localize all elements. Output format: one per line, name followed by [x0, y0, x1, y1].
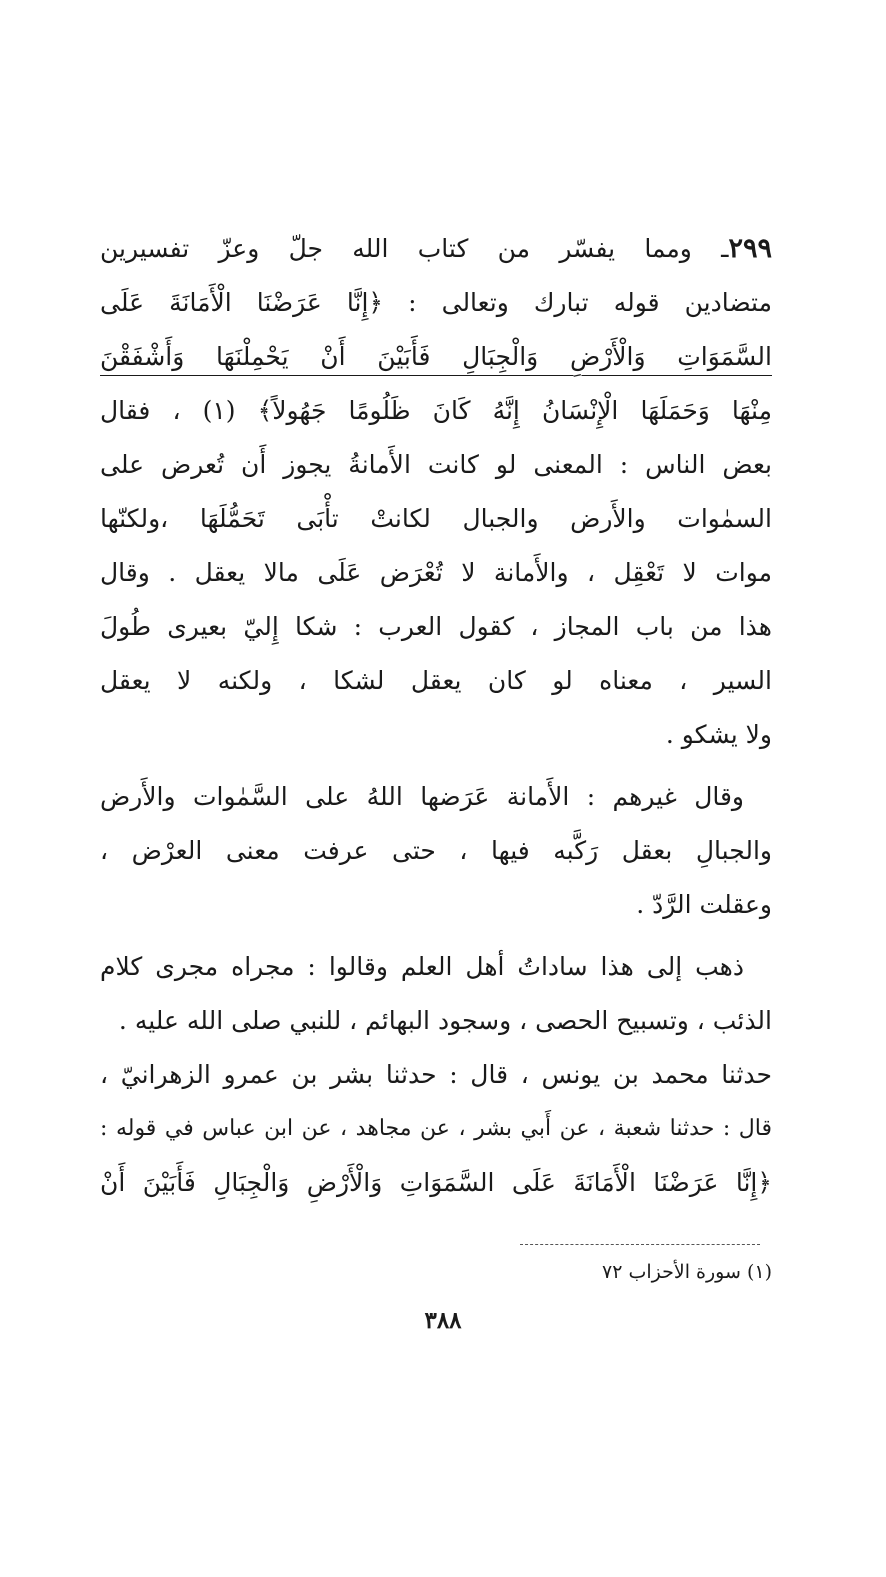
line-text: حدثنا محمد بن يونس ، قال : حدثنا بشر بن عمرو الزهرانيّ ،	[100, 1060, 772, 1089]
paragraph-gap	[100, 932, 772, 940]
text-line	[100, 1048, 772, 1102]
line-text: ـ ومما يفسّر من كتاب الله جلّ وعزّ تفسيرين	[100, 234, 729, 263]
line-text: السير ، معناه لو كان يعقل لشكا ، ولكنه لا يعقل	[100, 666, 772, 695]
footnote-separator	[520, 1244, 760, 1245]
line-text: ولا يشكو .	[665, 720, 772, 749]
text-line	[100, 492, 772, 546]
text-line	[100, 654, 772, 708]
line-text: متضادين قوله تبارك وتعالى : ﴿إِنَّا عَرَضْنَا الْأَمَانَةَ عَلَى	[100, 288, 772, 317]
line-text: هذا من باب المجاز ، كقول العرب : شكا إِليّ بعيرى طُولَ	[100, 612, 772, 641]
line-text: بعض الناس : المعنى لو كانت الأَمانةُ يجوز أَن تُعرض على	[100, 450, 772, 479]
line-text: وقال غيرهم : الأَمانة عَرَضها اللهُ على السَّمٰوات والأَرض	[100, 782, 744, 811]
line-text: قال : حدثنا شعبة ، عن أَبي بشر ، عن مجاهد ، عن ابن عباس في قوله :	[100, 1116, 772, 1141]
text-line	[100, 1156, 772, 1210]
text-line	[100, 770, 772, 824]
paragraph-number: ٢٩٩	[728, 233, 772, 264]
paragraph-gap	[100, 762, 772, 770]
text-line	[100, 384, 772, 438]
text-line	[100, 994, 772, 1048]
text-line	[100, 878, 772, 932]
line-text: ﴿إِنَّا عَرَضْنَا الْأَمَانَةَ عَلَى السَّمَوَاتِ وَالْأَرْضِ وَالْجِبَالِ فَأَبَيْنَ أَنْ	[100, 1168, 772, 1197]
text-line	[100, 940, 772, 994]
text-line	[100, 1102, 772, 1156]
text-line	[100, 438, 772, 492]
text-line	[100, 824, 772, 878]
page-number: ٣٨٨	[424, 1307, 462, 1334]
quran-verse-line	[100, 330, 772, 384]
text-line	[100, 546, 772, 600]
text-line	[100, 600, 772, 654]
footnote: (١) سورة الأحزاب ٧٢	[602, 1261, 772, 1283]
text-line	[100, 276, 772, 330]
line-text: والجبالِ بعقل رَكَّبه فيها ، حتى عرفت معنى العرْض ،	[100, 836, 772, 865]
text-line	[100, 222, 772, 276]
main-text	[100, 222, 772, 1210]
line-text: مِنْهَا وَحَمَلَهَا الْإِنْسَانُ إِنَّهُ كَانَ ظَلُومًا جَهُولاً﴾ (١) ، فقال	[100, 396, 772, 425]
line-text: الذئب ، وتسبيح الحصى ، وسجود البهائم ، للنبي صلى الله عليه .	[118, 1006, 772, 1035]
line-text: السَّمَوَاتِ وَالْأَرْضِ وَالْجِبَالِ فَأَبَيْنَ أَنْ يَحْمِلْنَهَا وَأَشْفَقْنَ	[100, 342, 772, 371]
line-text: السمٰوات والأَرض والجبال لكانتْ تأْبَى تَحَمُّلَهَا ،ولكنّها	[100, 504, 772, 533]
text-line	[100, 708, 772, 762]
line-text: ذهب إلى هذا ساداتُ أهل العلم وقالوا : مجراه مجرى كلام	[100, 952, 744, 981]
line-text: وعقلت الرَّدّ .	[636, 890, 772, 919]
line-text: موات لا تَعْقِل ، والأَمانة لا تُعْرَض عَلَى مالا يعقل . وقال	[100, 558, 772, 587]
